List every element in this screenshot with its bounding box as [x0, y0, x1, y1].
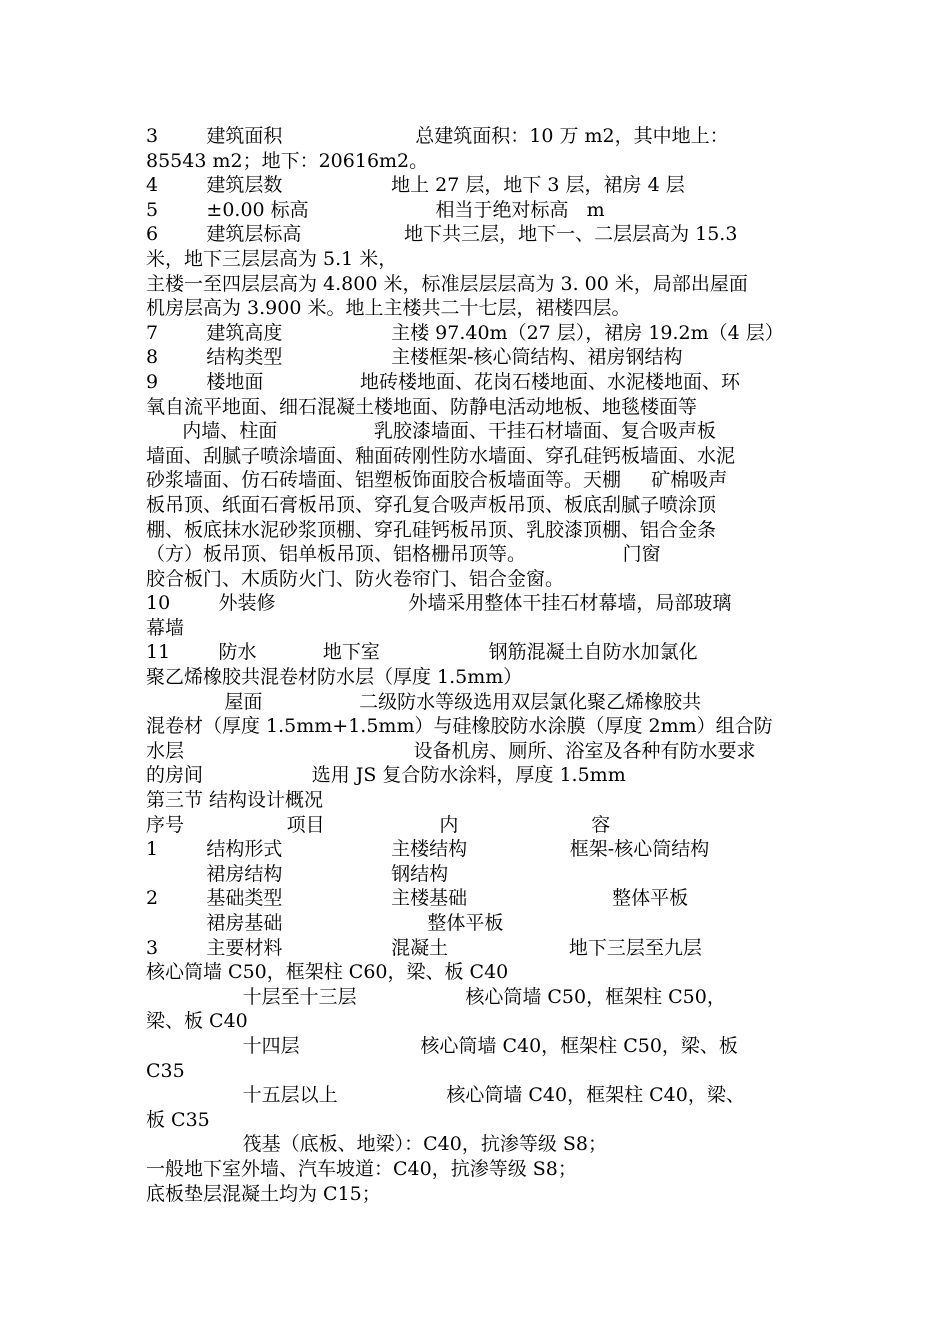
text-line: 水层 设备机房、厕所、浴室及各种有防水要求	[146, 739, 756, 762]
text-line: 10 外装修 外墙采用整体干挂石材幕墙，局部玻璃	[146, 592, 732, 615]
text-line: 3 建筑面积 总建筑面积：10 万 m2，其中地上：	[146, 125, 729, 147]
text-line: C35	[146, 1059, 185, 1082]
text-line: 第三节 结构设计概况	[146, 789, 324, 812]
text-line: 米，地下三层层高为 5.1 米，	[146, 247, 398, 270]
text-line: 5 ±0.00 标高 相当于绝对标高 m	[146, 198, 605, 221]
text-line: 主楼一至四层层高为 4.800 米，标准层层层高为 3. 00 米，局部出屋面	[146, 272, 748, 295]
text-line: 85543 m2；地下：20616m2。	[146, 149, 429, 172]
document-body	[146, 124, 806, 1206]
text-line: 内墙、柱面 乳胶漆墙面、干挂石材墙面、复合吸声板	[146, 420, 716, 443]
text-line: 9 楼地面 地砖楼地面、花岗石楼地面、水泥楼地面、环	[146, 370, 741, 393]
text-line: 7 建筑高度 主楼 97.40m（27 层），裙房 19.2m（4 层）	[146, 321, 784, 344]
text-line: 4 建筑层数 地上 27 层，地下 3 层，裙房 4 层	[146, 174, 685, 197]
text-line: 胶合板门、木质防火门、防火卷帘门、铝合金窗。	[146, 567, 565, 590]
text-line: 聚乙烯橡胶共混卷材防水层（厚度 1.5mm）	[146, 666, 523, 689]
text-line: 一般地下室外墙、汽车坡道：C40，抗渗等级 S8；	[146, 1157, 577, 1180]
text-line: 裙房结构 钢结构	[146, 862, 449, 885]
text-line: 梁、板 C40	[146, 1010, 248, 1033]
text-line: 2 基础类型 主楼基础 整体平板	[146, 887, 689, 910]
text-line: 棚、板底抹水泥砂浆顶棚、穿孔硅钙板吊顶、乳胶漆顶棚、铝合金条	[146, 518, 717, 541]
text-line: 砂浆墙面、仿石砖墙面、铝塑板饰面胶合板墙面等。天棚 矿棉吸声	[146, 469, 728, 492]
text-line: 氧自流平地面、细石混凝土楼地面、防静电活动地板、地毯楼面等	[146, 395, 698, 418]
text-line: 十层至十三层 核心筒墙 C50，框架柱 C50，	[146, 985, 726, 1008]
text-line: 序号 项目 内 容	[146, 813, 611, 836]
text-line: 屋面 二级防水等级选用双层氯化聚乙烯橡胶共	[146, 690, 702, 713]
text-line: 十五层以上 核心筒墙 C40，框架柱 C40，梁、	[146, 1084, 745, 1107]
text-line: 混卷材（厚度 1.5mm+1.5mm）与硅橡胶防水涂膜（厚度 2mm）组合防	[146, 715, 773, 738]
text-line: 6 建筑层标高 地下共三层，地下一、二层层高为 15.3	[146, 223, 738, 246]
text-line: 板吊顶、纸面石膏板吊顶、穿孔复合吸声板吊顶、板底刮腻子喷涂顶	[146, 493, 717, 516]
text-line: 核心筒墙 C50，框架柱 C60，梁、板 C40	[146, 961, 509, 984]
text-line: 底板垫层混凝土均为 C15；	[146, 1182, 381, 1205]
text-line: 十四层 核心筒墙 C40，框架柱 C50，梁、板	[146, 1034, 738, 1057]
text-line: 筏基（底板、地梁）：C40，抗渗等级 S8；	[146, 1133, 607, 1156]
text-line: 3 主要材料 混凝土 地下三层至九层	[146, 936, 702, 959]
text-line: 机房层高为 3.900 米。地上主楼共二十七层，裙楼四层。	[146, 297, 631, 320]
text-line: 墙面、刮腻子喷涂墙面、釉面砖刚性防水墙面、穿孔硅钙板墙面、水泥	[146, 444, 736, 467]
text-line: 1 结构形式 主楼结构 框架-核心筒结构	[146, 838, 710, 861]
text-line: 的房间 选用 JS 复合防水涂料，厚度 1.5mm	[146, 764, 626, 787]
text-line: 11 防水 地下室 钢筋混凝土自防水加氯化	[146, 641, 698, 664]
text-line: 裙房基础 整体平板	[146, 912, 504, 934]
text-line: 板 C35	[146, 1108, 210, 1131]
text-line: 8 结构类型 主楼框架-核心筒结构、裙房钢结构	[146, 346, 683, 369]
text-line: 幕墙	[146, 616, 185, 639]
text-line: （方）板吊顶、铝单板吊顶、铝格栅吊顶等。 门窗	[146, 543, 661, 566]
